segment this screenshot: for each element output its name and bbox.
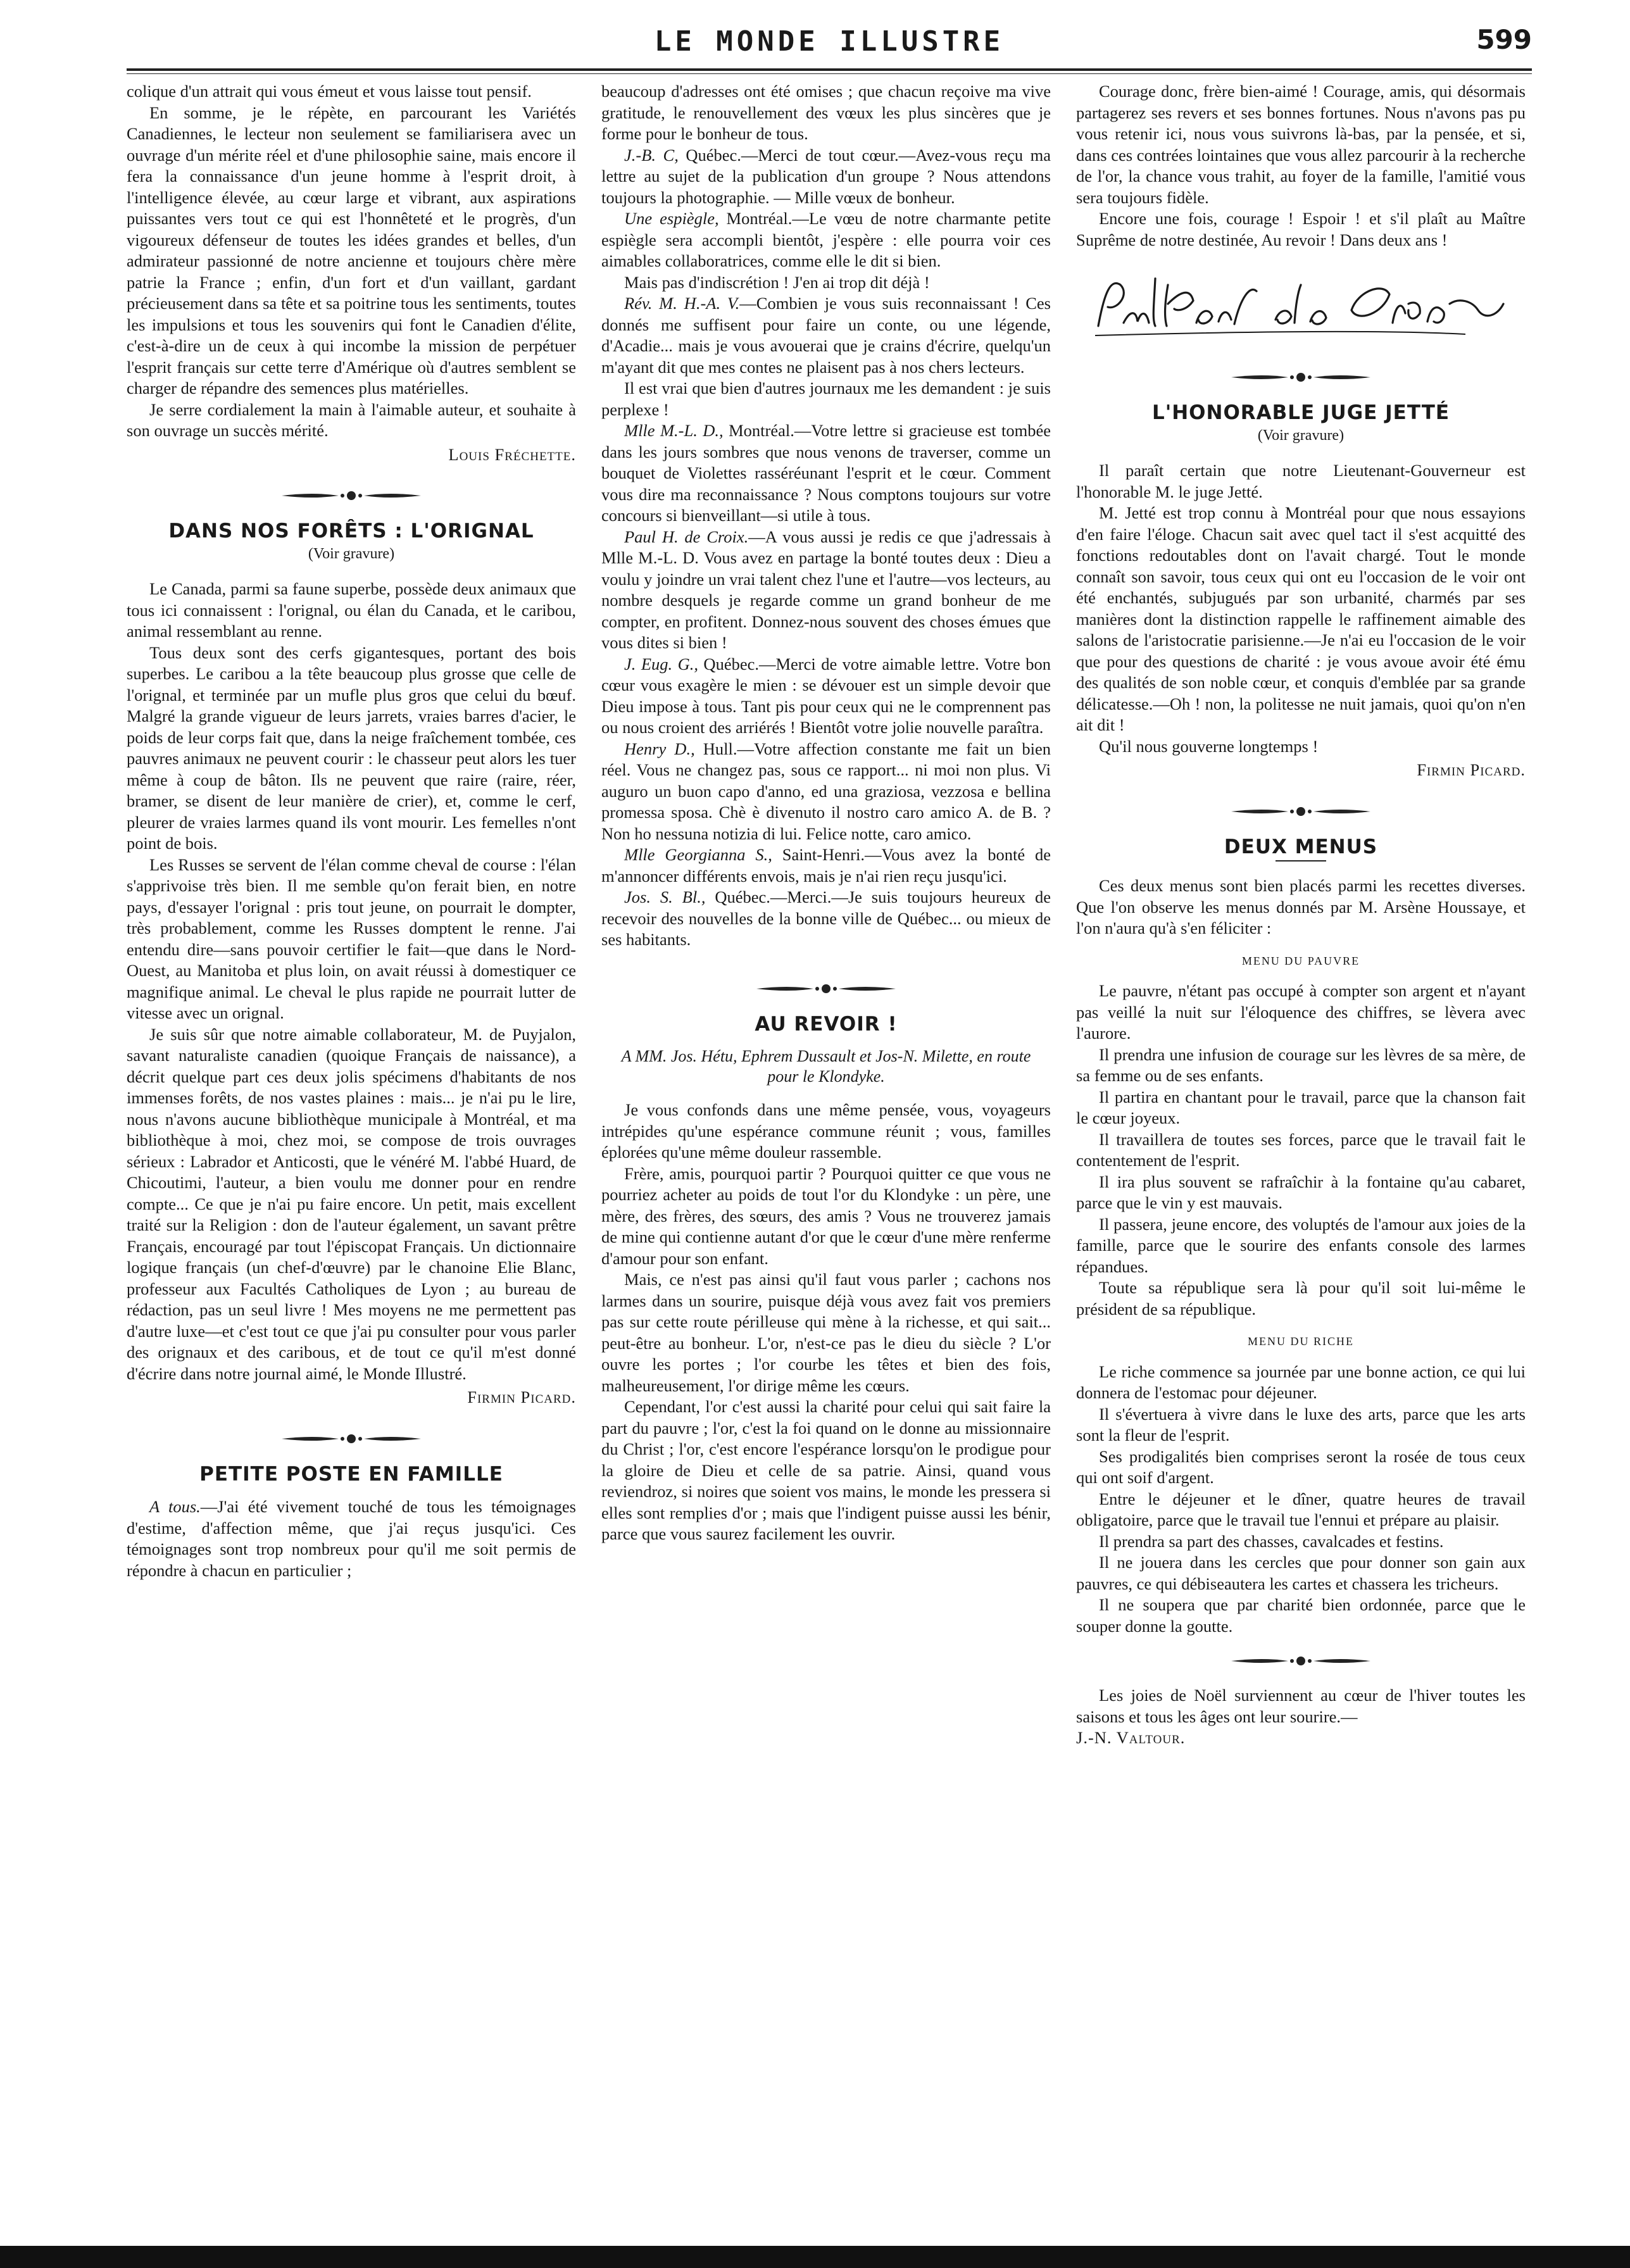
paragraph: Mais, ce n'est pas ainsi qu'il faut vous parler ; cachons nos larmes dans un sourire, puisque déjà vous avez fait vos premiers pas sur cette route périlleuse qui mène à la richesse, et qui sait... peut-être au bonheur. L'or, n'est-ce pas le dieu du siècle ? L'or ouvre les portes ; l'or courbe les têtes et bien des fois, malheureusement, l'or dirige même les cœurs. <box>601 1270 1051 1395</box>
subsection-title: MENU DU RICHE <box>1248 1335 1354 1348</box>
paragraph: Toute sa république sera là pour qu'il soit lui-même le président de sa république. <box>1076 1278 1526 1319</box>
paragraph: Il paraît certain que notre Lieutenant-Gouverneur est l'honorable M. le juge Jetté. <box>1076 461 1526 501</box>
paragraph: Il ne jouera dans les cercles que pour donner son gain aux pauvres, ce qui débiseautera les cartes et chassera les tricheurs. <box>1076 1553 1526 1593</box>
correspondent-name: Rév. M. H.-A. V. <box>624 294 740 313</box>
paragraph: Encore une fois, courage ! Espoir ! et s'il plaît au Maître Suprême de notre destinée, Au revoir ! Dans deux ans ! <box>1076 209 1526 249</box>
correspondent-name: Henry D., <box>624 739 695 758</box>
paragraph: Le riche commence sa journée par une bonne action, ce qui lui donnera de l'estomac pour déjeuner. <box>1076 1362 1526 1402</box>
dedication: A MM. Jos. Hétu, Ephrem Dussault et Jos-N. Milette, en route pour le Klondyke. <box>621 1047 1031 1086</box>
author-signature: J.-N. Valtour. <box>1076 1728 1186 1747</box>
paragraph: Il prendra sa part des chasses, cavalcades et festins. <box>1099 1531 1444 1551</box>
paragraph: Il travaillera de toutes ses forces, parce que le travail fait le contentement de l'esprit. <box>1076 1129 1526 1170</box>
paragraph: Il ne soupera que par charité bien ordonnée, parce que le souper donne la goutte. <box>1076 1595 1526 1636</box>
paragraph: Le pauvre, n'étant pas occupé à compter son argent et n'ayant pas veillé la nuit sur l'éloquence des chiffres, se lèvera avec l'aurore. <box>1076 981 1526 1043</box>
letter-entry: Mlle M.-L. D., Montréal.—Votre lettre si gracieuse est tombée dans les jours sombres que nous venons de traverser, comme un bouquet de Violettes rasséréunant l'esprit et le cœur. Comment vous dire ma reconnaissance ? Nous comptons toujours sur votre concours si bienveillant—si utile à tous. <box>601 421 1051 525</box>
paragraph: Je suis sûr que notre aimable collaborateur, M. de Puyjalon, savant naturaliste canadien (quoique Français de naissance), a décrit quelque part ces deux jolis spécimens d'habitants de nos immenses forêts, de nos vastes plaines : mais... je n'ai pu le lire, nous n'avons aucune bibliothèque municipale à Montréal, et ma bibliothèque à moi, chez moi, se compose de trois ouvrages sérieux : Labrador et Anticosti, que le vénéré M. l'abbé Huard, de Chicoutimi, l'auteur, a bien voulu me donner pour en rendre compte... Ce que je n'ai pu faire encore. Un petit, mais excellent traité sur la Religion : don de l'auteur également, un savant prêtre Français, encouragé par tout l'épiscopat Français. Un dictionnaire logique français (un chef-d'œuvre) par le chanoine Elie Blanc, professeur aux Facultés Catholiques de Lyon ; au bureau de rédaction, pas un seul livre ! Mes moyens ne me permettent pas d'autre luxe—et c'est tout ce que j'ai pu consulter pour vous parler des orignaux et des caribous, et de tout ce qu'il m'est donné d'écrire dans notre journal aimé, le Monde Illustré. <box>127 1024 576 1383</box>
correspondent-name: Paul H. de Croix. <box>624 527 749 546</box>
subsection-title: MENU DU PAUVRE <box>1241 954 1360 967</box>
section-ornament-icon <box>750 982 902 995</box>
letter-entry: Une espiègle, Montréal.—Le vœu de notre charmante petite espiègle sera accompli bientôt, j'espère : elle pourra voir ces aimables collaboratrices, comme elle le dit si bien. <box>601 209 1051 270</box>
paragraph: Frère, amis, pourquoi partir ? Pourquoi quitter ce que vous ne pourriez acheter au poids de tout l'or du Klondyke : un père, une mère, des frères, des sœurs, des amis ? Vous ne trouverez jamais de mine qui contienne autant d'or que le cœur d'une mère renferme d'amour pour son enfant. <box>601 1163 1051 1268</box>
paragraph: M. Jetté est trop connu à Montréal pour que nous essayions d'en faire l'éloge. Chacun sait avec quel tact il s'est acquitté des fonctions redoutables dont on l'avait chargé. Tout le monde connaît son savoir, tous ceux qui ont eu l'occasion de le voir ont été enchantés, subjugués par son urbanité, charmés par ses manières dont la distinction rappelle le raffinement aimable des salons de l'aristocratie parisienne.—Je n'ai eu l'occasion de le voir que pour des questions de charité : je vous avoue avoir été ému des qualités de son noble cœur, et conquis d'emblée par sa grande délicatesse.—Oh ! non, la politesse ne nuit jamais, quoi qu'on n'en ait dit ! <box>1076 503 1526 734</box>
scan-edge-bar <box>0 2246 1630 2268</box>
section-ornament-icon <box>1225 1655 1377 1667</box>
section-ornament-icon <box>275 489 427 502</box>
paragraph: Il prendra une infusion de courage sur les lèvres de sa mère, de sa femme ou de ses enfants. <box>1076 1044 1526 1085</box>
paragraph: Mais pas d'indiscrétion ! J'en ai trop dit déjà ! <box>624 272 930 292</box>
handwritten-signature <box>1086 266 1516 348</box>
correspondent-name: Mlle Georgianna S., <box>624 845 772 864</box>
paragraph: Il passera, jeune encore, des voluptés de l'amour aux joies de la famille, parce que le sourire des enfants console des larmes répandues. <box>1076 1214 1526 1276</box>
paragraph: beaucoup d'adresses ont été omises ; que chacun reçoive ma vive gratitude, le renouvellement des vœux les plus sincères que je forme pour le bonheur de tous. <box>601 82 1051 143</box>
masthead-rule-thin <box>127 73 1532 74</box>
letter-entry: Paul H. de Croix.—A vous aussi je redis ce que j'adressais à Mlle M.-L. D. Vous avez en partage la bonté toutes deux : Dieu a voulu y joindre un vrai talent chez l'une et l'autre—vos lecteurs, au nombre desquels je regarde comme un grand bonheur de me compter, en profitent. Donnez-nous souvent des choses émues que vous dites si bien ! <box>601 527 1051 652</box>
correspondent-name: Mlle M.-L. D., <box>624 421 724 440</box>
journal-title: LE MONDE ILLUSTRE <box>654 25 1005 58</box>
article-title-jette: L'HONORABLE JUGE JETTÉ <box>1151 401 1450 424</box>
article-title-revoir: AU REVOIR ! <box>755 1012 898 1036</box>
section-ornament-icon <box>1225 805 1377 818</box>
section-ornament-icon <box>275 1432 427 1445</box>
paragraph: Qu'il nous gouverne longtemps ! <box>1099 736 1319 756</box>
paragraph: Les joies de Noël surviennent au cœur de l'hiver toutes les saisons et tous les âges ont leur sourire.— <box>1076 1686 1526 1726</box>
paragraph: Il s'évertuera à vivre dans le luxe des arts, parce que les arts sont la fleur de l'esprit. <box>1076 1404 1526 1444</box>
column-3 <box>1076 81 1526 1749</box>
column-2 <box>601 81 1051 1545</box>
author-signature: Louis Fréchette. <box>448 444 576 464</box>
page-number: 599 <box>1476 24 1532 55</box>
correspondent-name: A tous. <box>149 1497 201 1516</box>
letter-entry: J. Eug. G., Québec.—Merci de votre aimable lettre. Votre bon cœur vous exagère le mien : se dévouer est un simple devoir que Dieu impose à tous. Tant pis pour ceux qui ne le comprennent pas ou nous croient des arriérés ! Bientôt votre jolie nouvelle paraîtra. <box>601 654 1051 737</box>
paragraph: Le Canada, parmi sa faune superbe, possède deux animaux que tous ici connaissent : l'orignal, ou élan du Canada, et le caribou, animal ressemblant au renne. <box>127 579 576 641</box>
masthead <box>127 19 1532 70</box>
paragraph: Je vous confonds dans une même pensée, vous, voyageurs intrépides qu'une espérance commune réunit ; vous, familles éplorées qu'une même douleur rassemble. <box>601 1100 1051 1162</box>
letter-entry: J.-B. C, Québec.—Merci de tout cœur.—Avez-vous reçu ma lettre au sujet de la publication d'un groupe ? Nous attendons toujours la photographie. — Mille vœux de bonheur. <box>601 145 1051 207</box>
paragraph: En somme, je le répète, en parcourant les Variétés Canadiennes, le lecteur non seulement se familiarisera avec un ouvrage d'un mérite réel et d'une philosophie saine, mais encore il fera la connaissance d'un jeune homme à l'esprit droit, à l'intelligence élevée, au cœur large et vibrant, aux aspirations puissantes vers tout ce qui est l'honnêteté et le progrès, d'un vigoureux défenseur de toutes les idées grandes et belles, d'un admirateur passionné de notre ancienne et toujours chère mère patrie la France ; enfin, d'un fort et d'un vaillant, gardant précieusement dans sa tête et sa poitrine tous les sentiments, toutes les impulsions et tous les souvenirs qui font le Canadien d'élite, c'est-à-dire un de ceux à qui incombe la mission de perpétuer l'esprit français sur cette terre d'Amérique où d'autres semblent se charger de répandre des semences plus matérielles. <box>127 103 576 398</box>
title-underline <box>1276 860 1326 861</box>
article-title-poste: PETITE POSTE EN FAMILLE <box>199 1462 503 1486</box>
masthead-rule <box>127 68 1532 71</box>
paragraph: Ces deux menus sont bien placés parmi les recettes diverses. Que l'on observe les menus donnés par M. Arsène Houssaye, et l'on n'aura qu'à s'en féliciter : <box>1076 876 1526 937</box>
letter-entry: Mlle Georgianna S., Saint-Henri.—Vous avez la bonté de m'annoncer différents envois, mais je n'ai rien reçu jusqu'ici. <box>601 845 1051 886</box>
letter-entry: Jos. S. Bl., Québec.—Merci.—Je suis toujours heureux de recevoir des nouvelles de la bonne ville de Québec... ou mieux de ses habitants. <box>601 887 1051 949</box>
paragraph: Il est vrai que bien d'autres journaux me les demandent : je suis perplexe ! <box>601 379 1051 419</box>
correspondent-name: Une espiègle, <box>624 209 719 228</box>
paragraph: Courage donc, frère bien-aimé ! Courage, amis, qui désormais partagerez ses revers et ses bonnes fortunes. Nous n'avons pas pu vous retenir ici, nous vous suivrons là-bas, par la pensée, et si, dans ces contrées lointaines que vous allez parcourir à la recherche de l'or, la chance vous trahit, au foyer de la famille, l'amitié vous sera toujours fidèle. <box>1076 82 1526 207</box>
paragraph: Il ira plus souvent se rafraîchir à la fontaine qu'au cabaret, parce que le vin y est mauvais. <box>1076 1172 1526 1212</box>
paragraph: Il partira en chantant pour le travail, parce que la chanson fait le cœur joyeux. <box>1076 1087 1526 1127</box>
article-title-orignal: DANS NOS FORÊTS : L'ORIGNAL <box>168 520 534 542</box>
paragraph: Les Russes se servent de l'élan comme cheval de course : l'élan s'apprivoise très bien. Il me semble qu'on ferait bien, en notre pays, d'essayer l'orignal : pris tout jeune, on pourrait le dompter, très probablement, comme les Russes domptent le renne. J'ai entendu dire—sans pouvoir certifier le fait—que dans le Nord-Ouest, au Manitoba et plus loin, on avait réussi à domestiquer ce magnifique animal. Le cheval le plus rapide ne pourrait lutter de vitesse avec un orignal. <box>127 855 576 1022</box>
correspondent-name: Jos. S. Bl., <box>624 887 706 906</box>
paragraph: Entre le déjeuner et le dîner, quatre heures de travail obligatoire, parce que le travail tue l'ennui et prépare au plaisir. <box>1076 1489 1526 1529</box>
paragraph: A tous.—J'ai été vivement touché de tous les témoignages d'estime, d'affection même, que j'ai reçus jusqu'ici. Ces témoignages sont trop nombreux pour qu'il me soit permis de répondre à chacun en particulier ; <box>127 1497 576 1580</box>
letter-entry: Rév. M. H.-A. V.—Combien je vous suis reconnaissant ! Ces donnés me suffisent pour faire un conte, ou une légende, d'Acadie... mais je vous avouerai que je crains d'écrire, quelqu'un m'ayant dit que mes contes ne plaisent pas à nos chers lecteurs. <box>601 294 1051 377</box>
article-subtitle: (Voir gravure) <box>308 545 395 562</box>
author-signature: Firmin Picard. <box>1417 760 1526 779</box>
paragraph: Cependant, l'or c'est aussi la charité pour celui qui sait faire la part du pauvre ; l'or, c'est la foi quand on le donne au missionnaire du Christ ; l'or, c'est encore l'espérance lorsqu'on le prodigue pour la gloire de Dieu et celle de sa patrie. Ainsi, quand vous reviendroz, si noires que soient vos mains, le monde les pressera si elles sont remplies d'or ; mais que l'indigent puisse aussi les bénir, parce que vous saurez facilement les ouvrir. <box>601 1397 1051 1543</box>
column-1 <box>127 81 576 1581</box>
correspondent-name: J. Eug. G., <box>624 654 698 674</box>
section-ornament-icon <box>1225 371 1377 384</box>
article-subtitle: (Voir gravure) <box>1257 427 1345 444</box>
author-signature: Firmin Picard. <box>467 1388 576 1407</box>
paragraph: Je serre cordialement la main à l'aimable auteur, et souhaite à son ouvrage un succès mérité. <box>127 399 576 440</box>
article-title-menus: DEUX MENUS <box>1224 835 1378 858</box>
paragraph: Tous deux sont des cerfs gigantesques, portant des bois superbes. Le caribou a la tête beaucoup plus grosse que celle de l'orignal, et terminée par un mufle plus gros que celui du bœuf. Malgré la grande vigueur de leurs jarrets, vraies barres d'acier, le poids de leur corps fait que, dans la neige fraîchement tombée, ces pauvres animaux ne peuvent courir : le chasseur peut alors les tuer même à coup de bâton. Ils ne peuvent que raire (raire, réer, bramer, se disent de leur manière de crier), et, comme le cerf, pleurer de vraies larmes quand ils vont mourir. Les femelles n'ont point de bois. <box>127 642 576 853</box>
paragraph: Ses prodigalités bien comprises seront la rosée de tous ceux qui ont soif d'argent. <box>1076 1446 1526 1487</box>
letter-entry: Henry D., Hull.—Votre affection constante me fait un bien réel. Vous ne changez pas, sous ce rapport... ni moi non plus. Vi auguro un buon capo d'anno, ed una graziosa, vezzosa e bellina promessa sposa. Chè è divenuto il nostro caro amico A. de B. ? Non ho nessuna notizia di lui. Felice notte, caro amico. <box>601 739 1051 843</box>
paragraph: colique d'un attrait qui vous émeut et vous laisse tout pensif. <box>127 82 532 101</box>
correspondent-name: J.-B. C, <box>624 145 679 165</box>
